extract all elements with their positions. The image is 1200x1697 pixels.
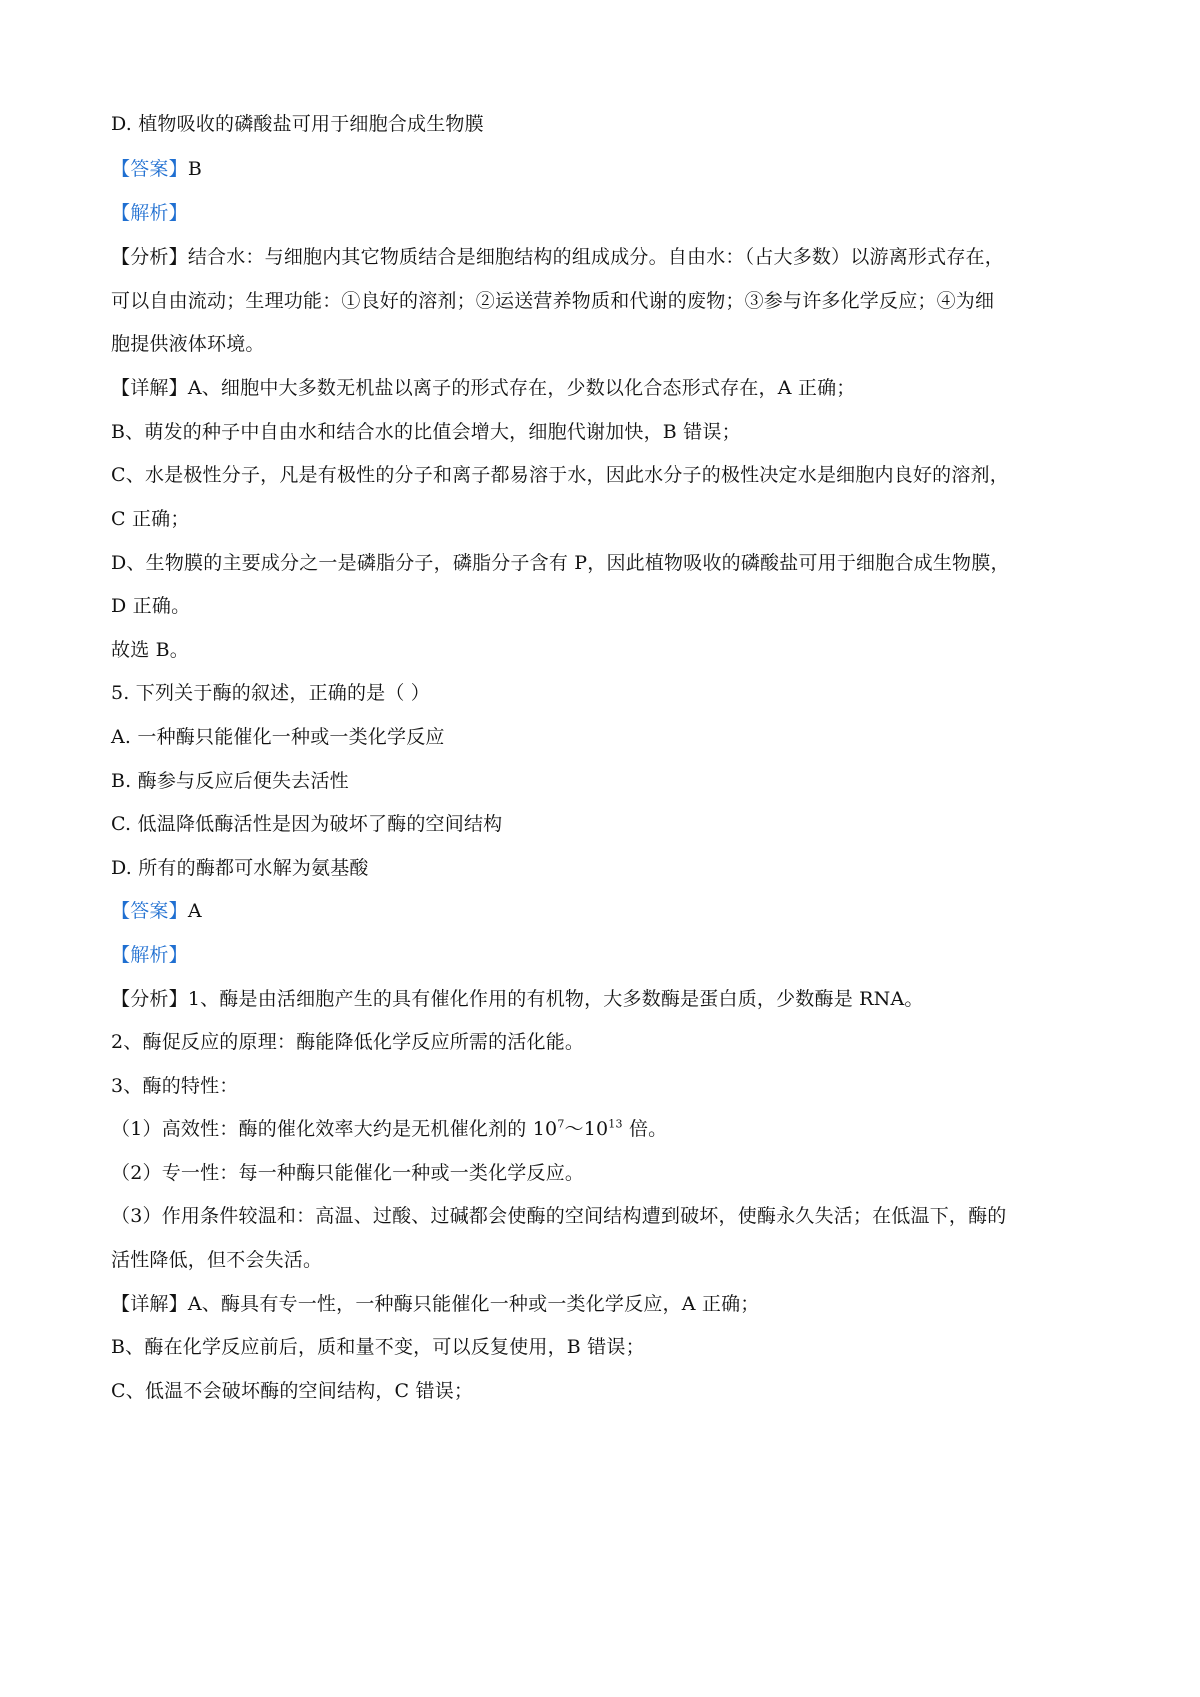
q5-analysis-heading: [111, 941, 1101, 969]
q5-fenxi-line-1: [111, 985, 1101, 1013]
q5-efficiency-prefix: （1）高效性：酶的催化效率大约是无机催化剂的 10: [111, 1118, 558, 1140]
q4-fenxi-line-3: 胞提供液体环境。: [111, 333, 265, 355]
q5-stem: 5. 下列关于酶的叙述，正确的是（ ）: [111, 682, 431, 704]
q4-analysis-heading: [111, 199, 1101, 227]
q4-answer-value: B: [187, 158, 202, 180]
q4-xiangjie-line-6: D 正确。: [111, 595, 191, 617]
q5-option-d: D. 所有的酶都可水解为氨基酸: [111, 857, 369, 879]
q4-conclusion: 故选 B。: [111, 639, 190, 661]
q5-xiangjie-tag: 【详解】: [111, 1293, 188, 1315]
q5-fenxi-first: 1、酶是由活细胞产生的具有催化作用的有机物，大多数酶是蛋白质，少数酶是 RNA。: [187, 988, 924, 1010]
q4-answer-tag: 【答案】: [111, 158, 188, 180]
q4-analysis-tag: 【解析】: [111, 202, 188, 224]
q4-option-d: D. 植物吸收的磷酸盐可用于细胞合成生物膜: [111, 113, 484, 135]
q4-fenxi-line-2: 可以自由流动；生理功能：①良好的溶剂；②运送营养物质和代谢的废物；③参与许多化学反应；④为细: [111, 290, 995, 312]
q5-mild-line-1: （3）作用条件较温和：高温、过酸、过碱都会使酶的空间结构遭到破坏，使酶永久失活；在低温下，酶的: [111, 1205, 1007, 1227]
q4-xiangjie-line-1: [111, 374, 1101, 402]
q5-efficiency-suffix: 倍。: [622, 1118, 668, 1140]
q4-xiangjie-line-2: B、萌发的种子中自由水和结合水的比值会增大，细胞代谢加快，B 错误；: [111, 421, 741, 443]
q5-option-a: A. 一种酶只能催化一种或一类化学反应: [111, 726, 445, 748]
q5-efficiency-exp1: 7: [557, 1117, 565, 1131]
q4-xiangjie-tag: 【详解】: [111, 377, 188, 399]
q5-mild-line-2: 活性降低，但不会失活。: [111, 1249, 323, 1271]
q5-xiangjie-line-2: B、酶在化学反应前后，质和量不变，可以反复使用，B 错误；: [111, 1336, 645, 1358]
q5-answer-tag: 【答案】: [111, 900, 188, 922]
q4-fenxi-text-1: 结合水：与细胞内其它物质结合是细胞结构的组成成分。自由水：（占大多数）以游离形式存在，: [187, 246, 1004, 268]
q4-fenxi-line-1: [111, 243, 1101, 271]
q5-fenxi-line-3: 3、酶的特性：: [111, 1075, 239, 1097]
q5-efficiency-exp2: 13: [608, 1117, 623, 1131]
q5-xiangjie-line-1: [111, 1290, 1101, 1318]
q4-xiangjie-line-3: C、水是极性分子，凡是有极性的分子和离子都易溶于水，因此水分子的极性决定水是细胞内良好的溶剂，: [111, 464, 1009, 486]
q4-xiangjie-text-1: A、细胞中大多数无机盐以离子的形式存在，少数以化合态形式存在，A 正确；: [187, 377, 856, 399]
q5-efficiency-mid: ～10: [564, 1118, 609, 1140]
q5-answer: [111, 897, 1101, 925]
q5-xiangjie-line-3: C、低温不会破坏酶的空间结构，C 错误；: [111, 1380, 474, 1402]
q4-answer: [111, 155, 1101, 183]
q5-efficiency: [111, 1115, 1101, 1143]
q5-option-c: C. 低温降低酶活性是因为破坏了酶的空间结构: [111, 813, 503, 835]
q5-fenxi-line-2: 2、酶促反应的原理：酶能降低化学反应所需的活化能。: [111, 1031, 585, 1053]
q4-xiangjie-line-5: D、生物膜的主要成分之一是磷脂分子，磷脂分子含有 P，因此植物吸收的磷酸盐可用于细胞合成生物膜，: [111, 552, 1010, 574]
q5-answer-value: A: [187, 900, 202, 922]
q4-xiangjie-line-4: C 正确；: [111, 508, 190, 530]
q5-option-b: B. 酶参与反应后便失去活性: [111, 770, 349, 792]
q5-analysis-tag: 【解析】: [111, 944, 188, 966]
q5-xiangjie-text-1: A、酶具有专一性，一种酶只能催化一种或一类化学反应，A 正确；: [187, 1293, 760, 1315]
q4-fenxi-tag: 【分析】: [111, 246, 188, 268]
q5-fenxi-tag: 【分析】: [111, 988, 188, 1010]
q5-specificity: （2）专一性：每一种酶只能催化一种或一类化学反应。: [111, 1162, 585, 1184]
